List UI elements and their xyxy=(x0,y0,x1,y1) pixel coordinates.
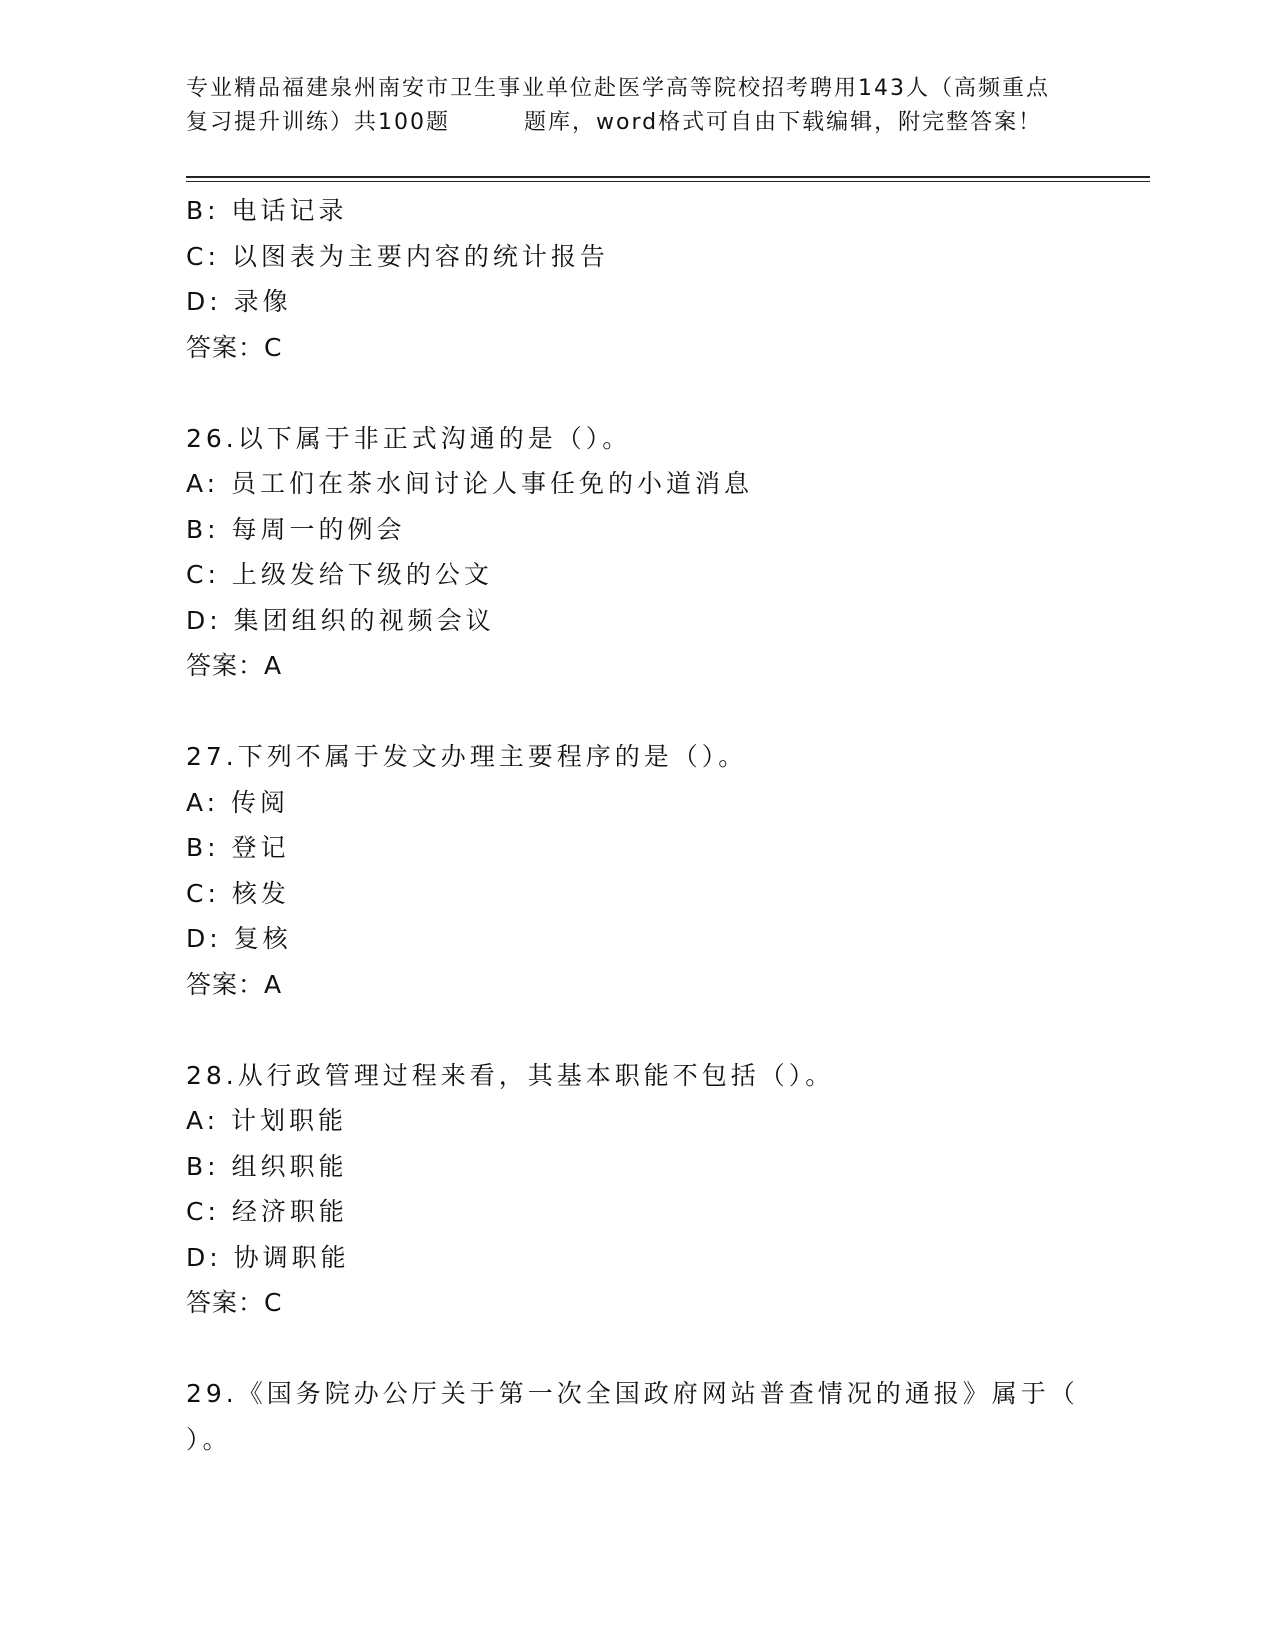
header-rule-thin xyxy=(186,181,1150,182)
header-line-1: 专业精品福建泉州南安市卫生事业单位赴医学高等院校招考聘用143人（高频重点 xyxy=(186,76,1050,101)
header-rule-thick xyxy=(186,176,1150,178)
document-header xyxy=(186,72,1086,140)
header-line-2 xyxy=(186,106,1086,140)
question-stem: 26.以下属于非正式沟通的是（）。 xyxy=(186,423,632,453)
option-c: C: 经济职能 xyxy=(186,1197,348,1226)
option-b: B: 组织职能 xyxy=(186,1151,348,1181)
option-d: D: 录像 xyxy=(186,287,292,316)
option-c: C: 以图表为主要内容的统计报告 xyxy=(186,241,609,271)
option-d: D: 集团组织的视频会议 xyxy=(186,605,495,635)
question-stem: 28.从行政管理过程来看，其基本职能不包括（）。 xyxy=(186,1060,835,1090)
option-a: A: 传阅 xyxy=(186,787,290,817)
question-stem-line-1: 29.《国务院办公厅关于第一次全国政府网站普查情况的通报》属于（ xyxy=(186,1379,1079,1408)
option-a: A: 员工们在茶水间讨论人事任免的小道消息 xyxy=(186,469,754,498)
answer: 答案：A xyxy=(186,651,283,680)
option-d: D: 协调职能 xyxy=(186,1242,350,1272)
header-line-2b: 题库，word格式可自由下载编辑，附完整答案！ xyxy=(524,110,1043,135)
option-a: A: 计划职能 xyxy=(186,1106,348,1135)
question-list xyxy=(186,188,1086,1462)
header-line-2a: 复习提升训练）共100题 xyxy=(186,110,450,135)
answer: 答案：C xyxy=(186,332,283,362)
option-c: C: 核发 xyxy=(186,878,290,908)
answer: 答案：A xyxy=(186,969,283,999)
option-b: B: 登记 xyxy=(186,833,290,862)
question-stem-line-2: ）。 xyxy=(186,1424,232,1454)
answer: 答案：C xyxy=(186,1288,283,1317)
option-c: C: 上级发给下级的公文 xyxy=(186,560,493,589)
option-b: B: 电话记录 xyxy=(186,196,348,225)
option-b: B: 每周一的例会 xyxy=(186,514,406,544)
question-stem: 27.下列不属于发文办理主要程序的是（）。 xyxy=(186,742,748,771)
option-d: D: 复核 xyxy=(186,924,292,953)
